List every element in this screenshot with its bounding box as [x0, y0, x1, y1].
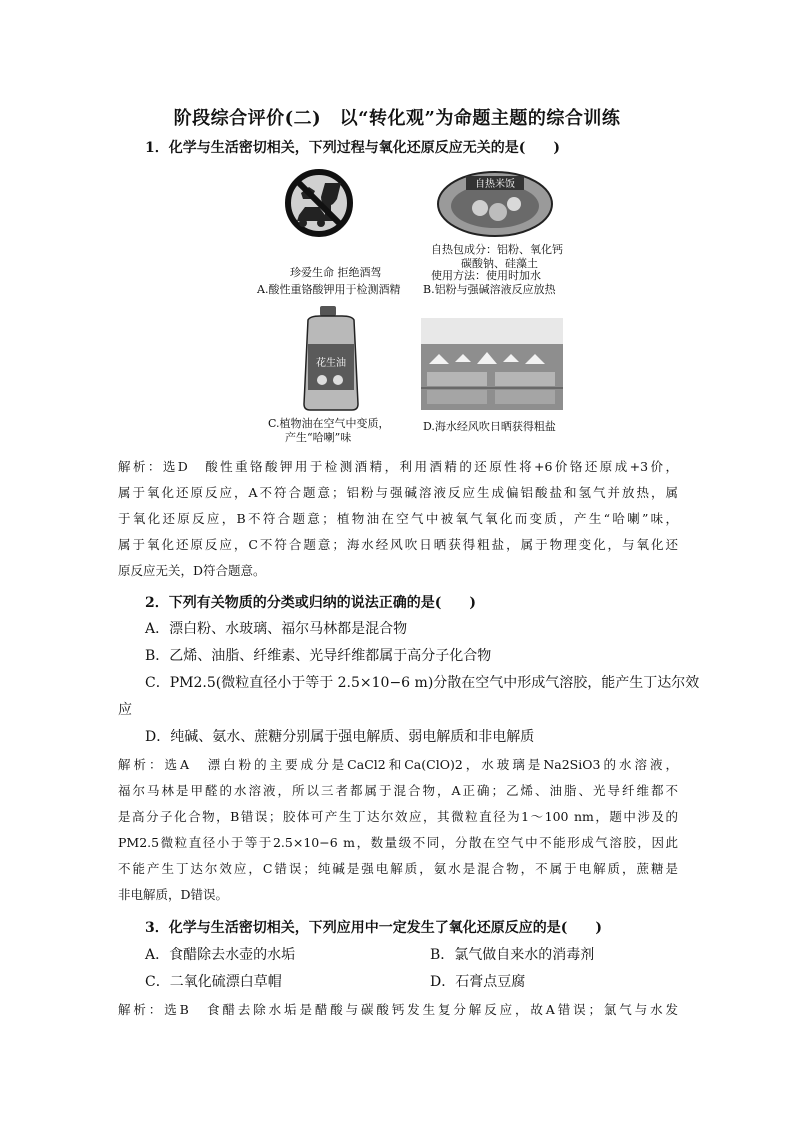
- image-a-caption: 珍爱生命 拒绝酒驾: [290, 266, 382, 279]
- option-b-label: B.铝粉与强碱溶液反应放热: [423, 283, 556, 296]
- question-3-stem: 3．化学与生活密切相关，下列应用中一定发生了氧化还原反应的是( ): [145, 920, 602, 936]
- option-d-label: D.海水经风吹日晒获得粗盐: [423, 420, 556, 433]
- question-3-answer: [118, 997, 678, 1023]
- question-3-option-a: A．食醋除去水壶的水垢: [145, 947, 296, 963]
- question-3-option-d: D．石膏点豆腐: [430, 974, 526, 990]
- answer-1-line: 解析：选D 酸性重铬酸钾用于检测酒精，利用酒精的还原性将+6价铬还原成+3价，: [118, 459, 678, 474]
- page-title: 阶段综合评价(二) 以“转化观”为命题主题的综合训练: [173, 108, 621, 129]
- question-2-option-b: B．乙烯、油脂、纤维素、光导纤维都属于高分子化合物: [145, 648, 492, 664]
- question-1-stem: 1．化学与生活密切相关，下列过程与氧化还原反应无关的是( ): [145, 140, 560, 156]
- question-2-option-a: A．漂白粉、水玻璃、福尔马林都是混合物: [145, 621, 408, 637]
- question-2-option-c-cont: 应: [118, 702, 132, 718]
- option-a-label: A.酸性重铬酸钾用于检测酒精: [257, 283, 401, 296]
- image-b-caption-3: 使用方法：使用时加水: [431, 269, 541, 282]
- peanut-oil-bottle-image: [300, 306, 362, 412]
- self-heating-rice-image: [436, 170, 554, 238]
- answer-2-line: 解析：选A 漂白粉的主要成分是CaCl2和Ca(ClO)2，水玻璃是Na2SiO3的水溶液，: [118, 757, 678, 772]
- question-3-option-c: C．二氧化硫漂白草帽: [145, 974, 282, 990]
- salt-pan-image: [421, 318, 563, 410]
- option-c-label-1: C.植物油在空气中变质，: [268, 417, 390, 430]
- package-label: 自热米饭: [475, 179, 515, 190]
- question-1-answer: [118, 454, 678, 584]
- option-c-label-2: 产生“哈喇”味: [285, 431, 352, 444]
- answer-2-line: 是高分子化合物，B错误；胶体可产生丁达尔效应，其微粒直径为1～100 nm，题中涉及的: [118, 809, 678, 824]
- image-b-caption-1: 自热包成分：铝粉、氧化钙: [431, 243, 563, 256]
- question-2-option-c: C．PM2.5(微粒直径小于等于 2.5×10−6 m)分散在空气中形成气溶胶，能产生丁达尔效: [145, 675, 700, 691]
- no-drunk-driving-image: [285, 165, 353, 255]
- answer-3-line: 解析：选B 食醋去除水垢是醋酸与碳酸钙发生复分解反应，故A错误；氯气与水发: [118, 1002, 678, 1017]
- question-3-option-b: B．氯气做自来水的消毒剂: [430, 947, 595, 963]
- answer-2-line: 不能产生丁达尔效应，C错误；纯碱是强电解质，氨水是混合物，不属于电解质，蔗糖是: [118, 861, 678, 876]
- answer-2-line: 非电解质，D错误。: [118, 887, 229, 902]
- question-2-option-d: D．纯碱、氨水、蔗糖分别属于强电解质、弱电解质和非电解质: [145, 729, 535, 745]
- question-2-answer: [118, 752, 678, 908]
- bottle-label: 花生油: [316, 358, 346, 369]
- answer-1-line: 属于氧化还原反应，C不符合题意；海水经风吹日晒获得粗盐，属于物理变化，与氧化还: [118, 537, 678, 552]
- answer-2-line: 福尔马林是甲醛的水溶液，所以三者都属于混合物，A正确；乙烯、油脂、光导纤维都不: [118, 783, 678, 798]
- answer-1-line: 原反应无关，D符合题意。: [118, 563, 266, 578]
- image-b-caption-2: 碳酸钠、硅藻土: [461, 257, 538, 270]
- answer-1-line: 属于氧化还原反应，A不符合题意；铝粉与强碱溶液反应生成偏铝酸盐和氢气并放热，属: [118, 485, 678, 500]
- answer-2-line: PM2.5微粒直径小于等于2.5×10−6 m，数量级不同，分散在空气中不能形成气溶胶，因此: [118, 835, 678, 850]
- answer-1-line: 于氧化还原反应，B不符合题意；植物油在空气中被氧气氧化而变质，产生“哈喇”味，: [118, 511, 678, 526]
- question-2-stem: 2．下列有关物质的分类或归纳的说法正确的是( ): [145, 595, 476, 611]
